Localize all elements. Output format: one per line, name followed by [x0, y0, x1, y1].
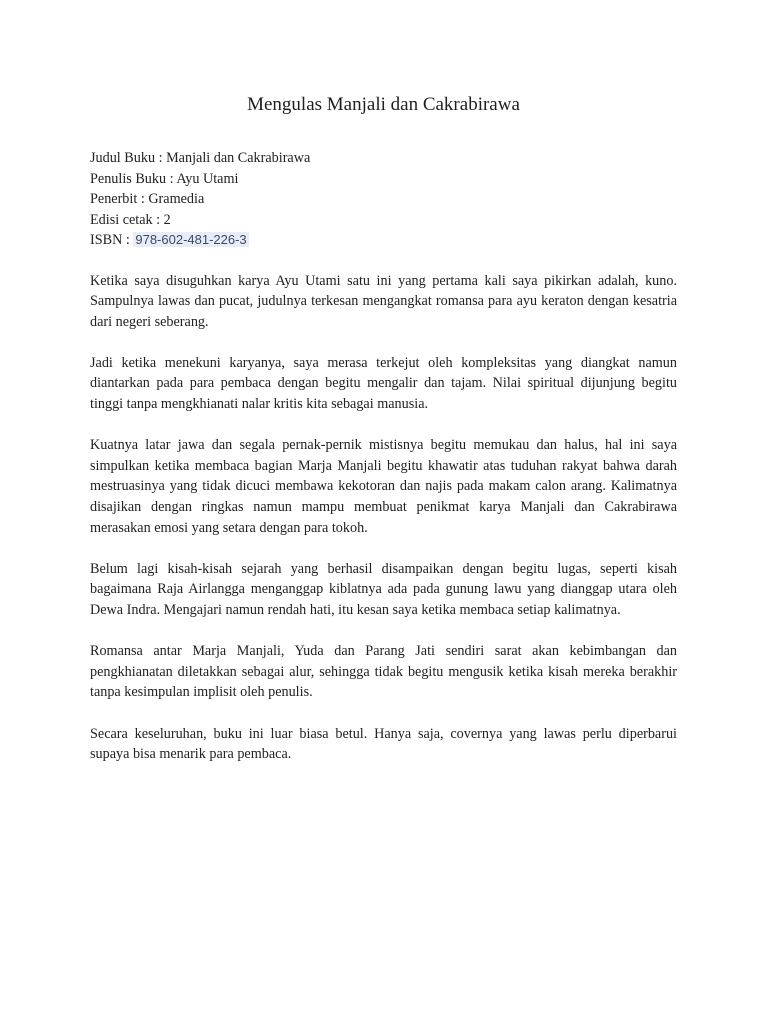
document-title: Mengulas Manjali dan Cakrabirawa — [247, 94, 520, 115]
document-page — [90, 92, 677, 785]
book-metadata — [90, 148, 677, 251]
isbn-value[interactable]: 978-602-481-226-3 — [135, 232, 247, 247]
paragraph-3: Kuatnya latar jawa dan segala pernak-pernik mistisnya begitu memukau dan halus, hal ini saya simpulkan ketika membaca bagian Marja Manjali begitu khawatir atas tuduhan rakyat bahwa darah mestruasinya yang tidak dicuci membawa kekotoran dan najis pada makam calon arang. Kalimatnya disajikan dengan ringkas namun mampu membuat penikmat karya Manjali dan Cakrabirawa merasakan emosi yang setara dengan para tokoh. — [90, 437, 677, 536]
paragraph-6: Secara keseluruhan, buku ini luar biasa betul. Hanya saja, covernya yang lawas perlu diperbarui supaya bisa menarik para pembaca. — [90, 725, 677, 763]
paragraph-2: Jadi ketika menekuni karyanya, saya merasa terkejut oleh kompleksitas yang diangkat namun diantarkan pada para pembaca dengan begitu mengalir dan tajam. Nilai spiritual dijunjung begitu tinggi tanpa mengkhianati nalar kritis kita sebagai manusia. — [90, 354, 677, 413]
book-publisher-line: Penerbit : Gramedia — [90, 191, 205, 207]
book-author-line: Penulis Buku : Ayu Utami — [90, 170, 239, 187]
paragraph-5: Romansa antar Marja Manjali, Yuda dan Parang Jati sendiri sarat akan kebimbangan dan pengkhianatan diletakkan sebagai alur, sehingga tidak begitu mengusik ketika kisah mereka berakhir tanpa kesimpulan implisit oleh penulis. — [90, 643, 677, 701]
paragraph-4: Belum lagi kisah-kisah sejarah yang berhasil disampaikan dengan begitu lugas, seperti kisah bagaimana Raja Airlangga menganggap kiblatnya ada pada gunung lawu yang dianggap utara oleh Dewa Indra. Mengajari namun rendah hati, itu kesan saya ketika membaca setiap kalimatnya. — [90, 560, 677, 618]
isbn-label: ISBN : — [90, 232, 134, 248]
paragraph-1: Ketika saya disuguhkan karya Ayu Utami satu ini yang pertama kali saya pikirkan adalah, kuno. Sampulnya lawas dan pucat, judulnya terkesan mengangkat romansa para ayu keraton dengan kesatria dari negeri seberang. — [90, 272, 677, 330]
book-edition-line: Edisi cetak : 2 — [90, 211, 171, 228]
book-title-line: Judul Buku : Manjali dan Cakrabirawa — [90, 150, 311, 166]
book-isbn-line — [90, 230, 677, 251]
